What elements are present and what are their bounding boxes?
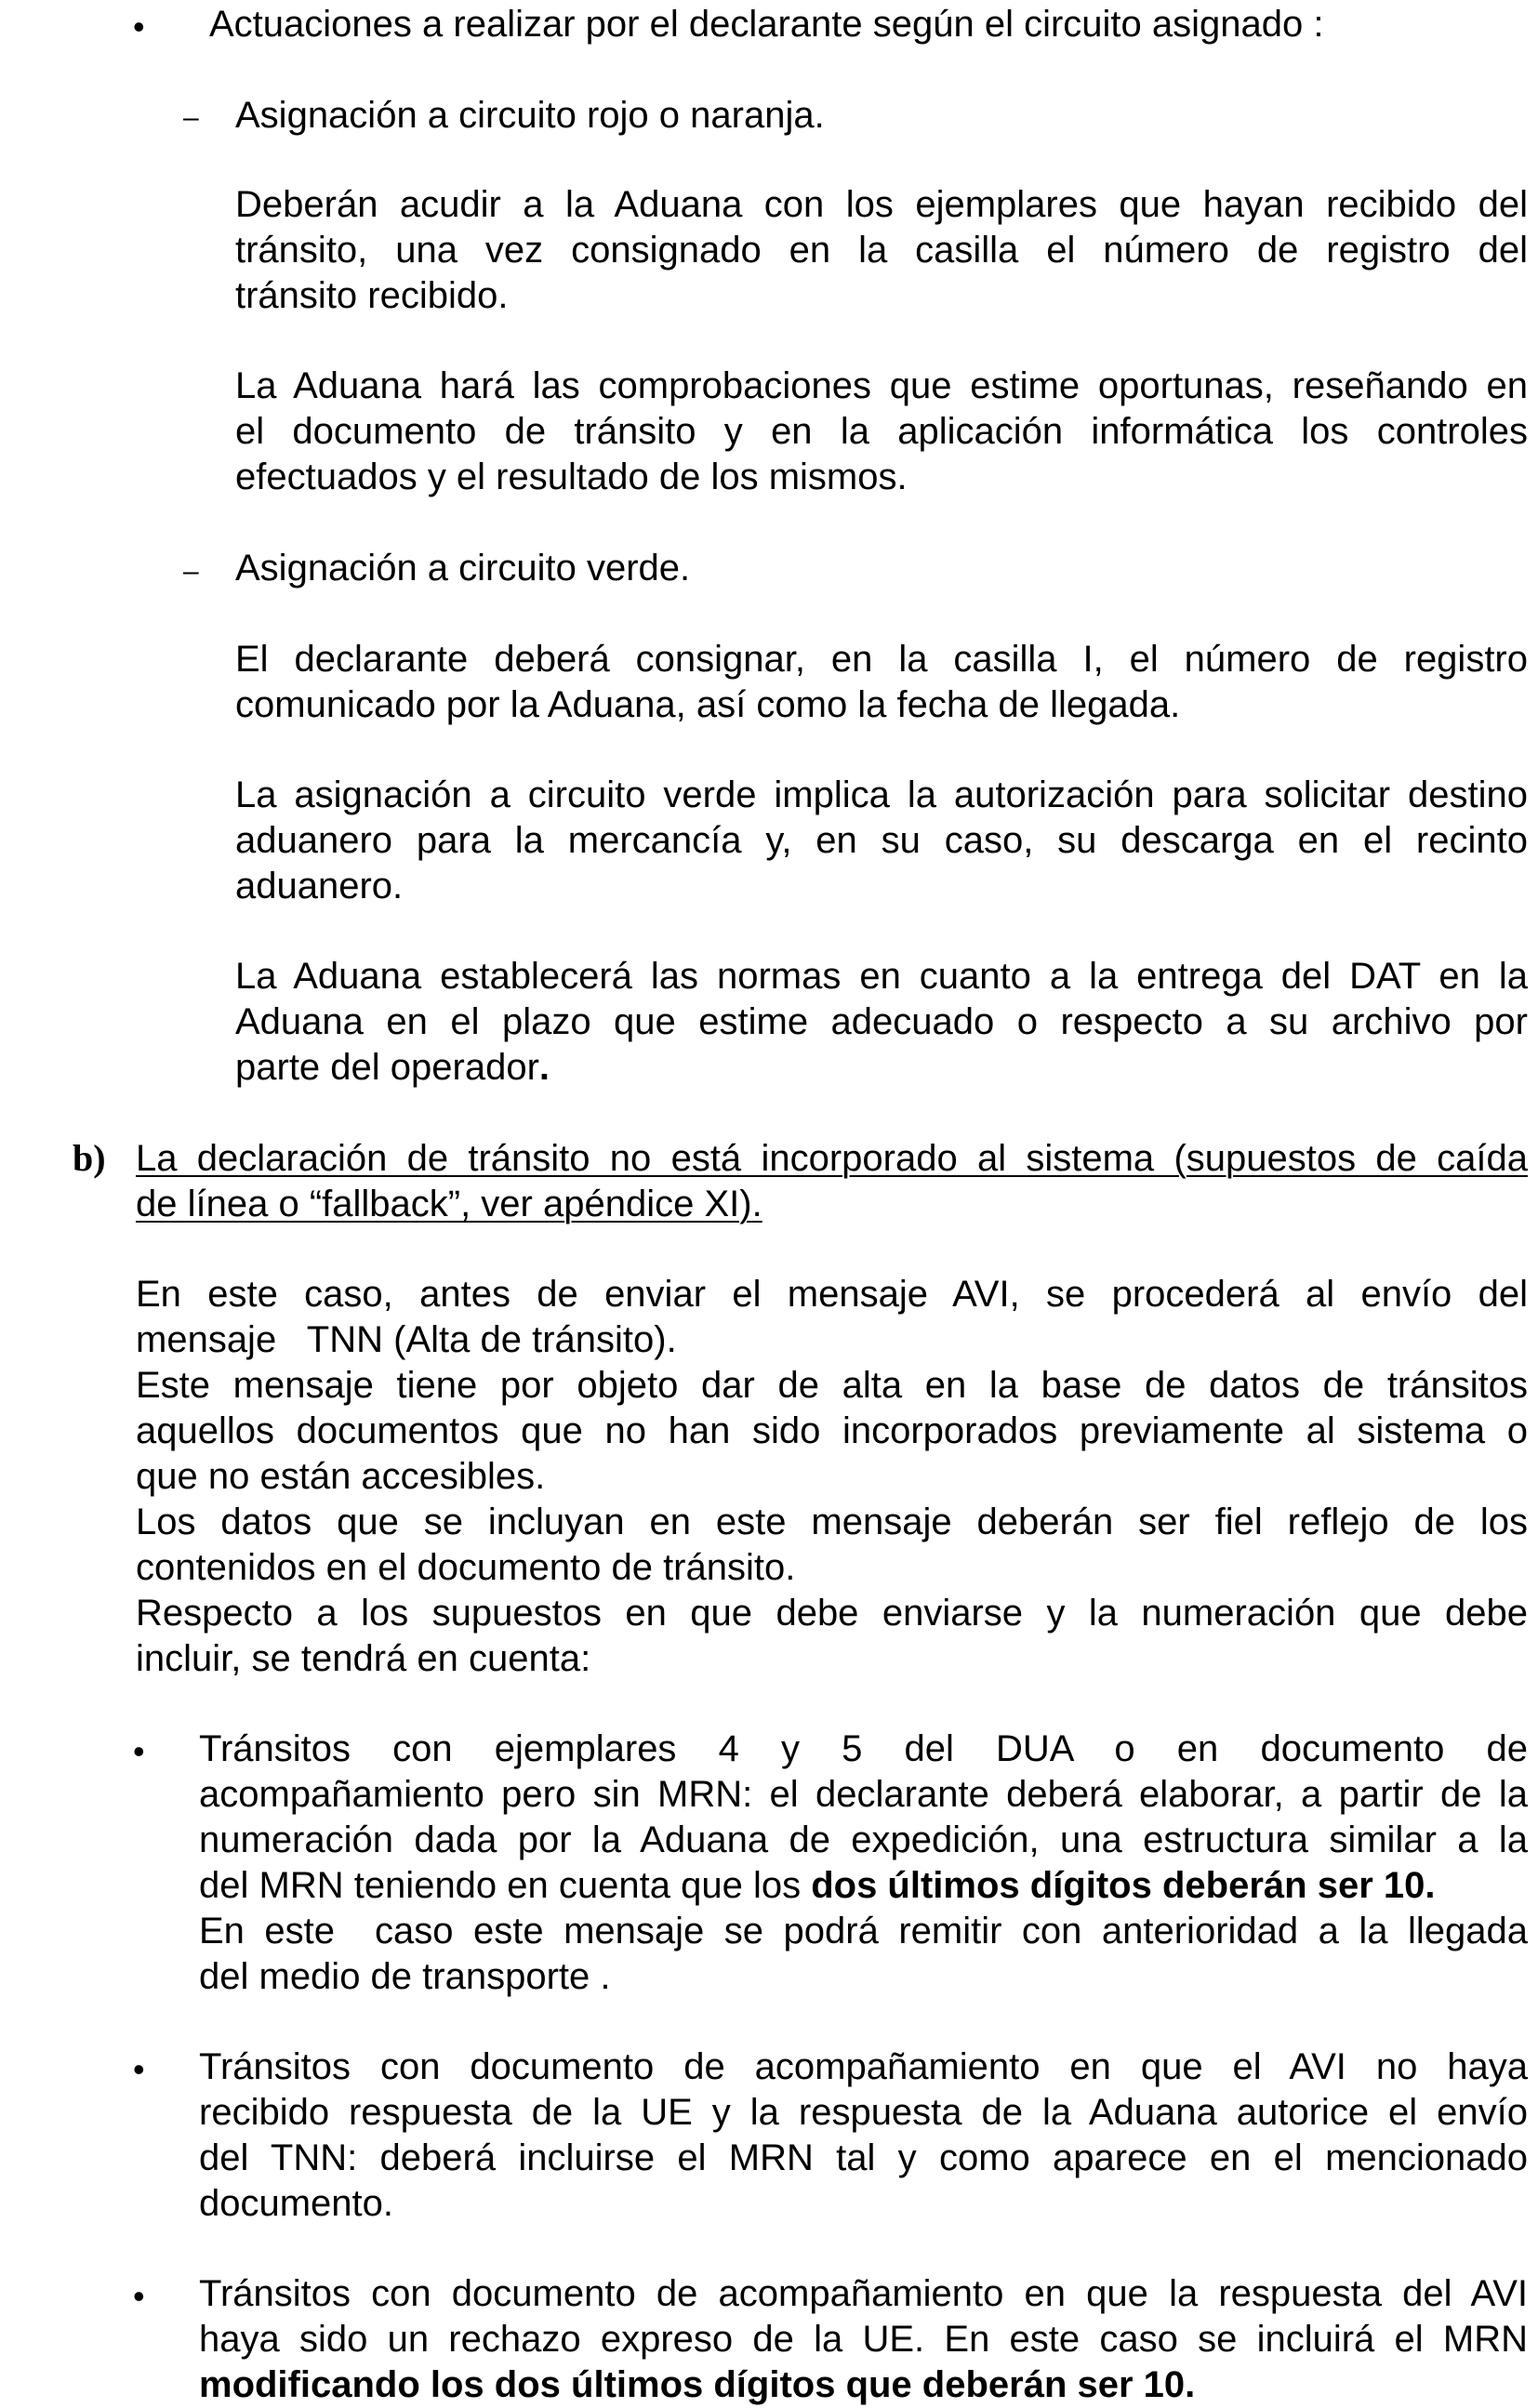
bullet-text: del MRN teniendo en cuenta que los — [199, 1865, 812, 1906]
body-line: que no están accesibles. — [136, 1456, 546, 1497]
paragraph-line: La Aduana hará las comprobaciones que estime oportunas, reseñando en — [235, 365, 1528, 406]
body-line: Los datos que se incluyan en este mensaje deberán ser fiel reflejo de los — [136, 1502, 1528, 1542]
bullet-icon: • — [133, 7, 145, 46]
bullet-line: acompañamiento pero sin MRN: el declarante deberá elaborar, a partir de la — [199, 1774, 1528, 1815]
bold-period: . — [538, 1047, 550, 1088]
paragraph-line: efectuados y el resultado de los mismos. — [235, 456, 908, 497]
body-line: incluir, se tendrá en cuenta: — [136, 1638, 591, 1679]
paragraph-line: el documento de tránsito y en la aplicación informática los controles — [235, 411, 1528, 452]
paragraph-line: El declarante deberá consignar, en la casilla I, el número de registro — [235, 639, 1528, 680]
bullet-icon: • — [133, 1732, 145, 1770]
bullet-line: del medio de transporte . — [199, 1956, 611, 1997]
paragraph-line: tránsito, una vez consignado en la casilla el número de registro del — [235, 230, 1528, 271]
bullet-line: Tránsitos con ejemplares 4 y 5 del DUA o en documento de — [199, 1728, 1528, 1769]
bullet-line: haya sido un rechazo expreso de la UE. En este caso se incluirá el MRN — [199, 2319, 1528, 2360]
paragraph-line: aduanero para la mercancía y, en su caso, su descarga en el recinto — [235, 820, 1528, 861]
bullet-bold-text: dos últimos dígitos deberán ser 10. — [811, 1865, 1436, 1906]
bullet-line: En este caso este mensaje se podrá remitir con anterioridad a la llegada — [199, 1911, 1528, 1952]
paragraph-line: comunicado por la Aduana, así como la fecha de llegada. — [235, 684, 1181, 725]
paragraph-text: parte del operador — [235, 1047, 539, 1088]
red-orange-title: Asignación a circuito rojo o naranja. — [235, 95, 825, 136]
section-b-heading-line: La declaración de tránsito no está incorporado al sistema (supuestos de caída — [136, 1138, 1528, 1179]
section-b-heading-line: de línea o “fallback”, ver apéndice XI). — [136, 1184, 762, 1224]
paragraph-line — [235, 1049, 550, 1086]
paragraph-line: aduanero. — [235, 866, 404, 906]
section-a-heading: Actuaciones a realizar por el declarante según el circuito asignado : — [209, 4, 1324, 45]
body-line: contenidos en el documento de tránsito. — [136, 1547, 796, 1588]
dash-marker: – — [183, 102, 199, 133]
paragraph-line: Deberán acudir a la Aduana con los ejemplares que hayan recibido del — [235, 184, 1528, 225]
dash-marker: – — [183, 556, 199, 587]
paragraph-line: La asignación a circuito verde implica la autorización para solicitar destino — [235, 774, 1528, 815]
bullet-line: documento. — [199, 2183, 394, 2224]
body-line: En este caso, antes de enviar el mensaje AVI, se procederá al envío del — [136, 1274, 1528, 1315]
body-line: Respecto a los supuestos en que debe enviarse y la numeración que debe — [136, 1593, 1528, 1634]
paragraph-line: La Aduana establecerá las normas en cuanto a la entrega del DAT en la — [235, 956, 1528, 997]
paragraph-line: Aduana en el plazo que estime adecuado o respecto a su archivo por — [235, 1001, 1528, 1042]
paragraph-line: tránsito recibido. — [235, 275, 509, 316]
section-b-marker: b) — [73, 1137, 106, 1179]
bullet-line: Tránsitos con documento de acompañamiento en que la respuesta del AVI — [199, 2273, 1528, 2314]
bullet-icon: • — [133, 2050, 145, 2088]
bullet-line: recibido respuesta de la UE y la respuesta de la Aduana autorice el envío — [199, 2092, 1528, 2133]
bullet-line: del TNN: deberá incluirse el MRN tal y como aparece en el mencionado — [199, 2137, 1528, 2178]
bullet-icon: • — [133, 2277, 145, 2315]
bullet-line — [199, 1867, 1435, 1904]
green-title: Asignación a circuito verde. — [235, 548, 691, 589]
body-line: Este mensaje tiene por objeto dar de alta en la base de datos de tránsitos — [136, 1365, 1528, 1406]
body-line: mensaje TNN (Alta de tránsito). — [136, 1319, 677, 1360]
bullet-line: numeración dada por la Aduana de expedición, una estructura similar a la — [199, 1819, 1528, 1860]
body-line: aquellos documentos que no han sido incorporados previamente al sistema o — [136, 1410, 1528, 1451]
bullet-line: Tránsitos con documento de acompañamiento en que el AVI no haya — [199, 2046, 1528, 2087]
bullet-bold-line: modificando los dos últimos dígitos que deberán ser 10. — [199, 2364, 1196, 2405]
